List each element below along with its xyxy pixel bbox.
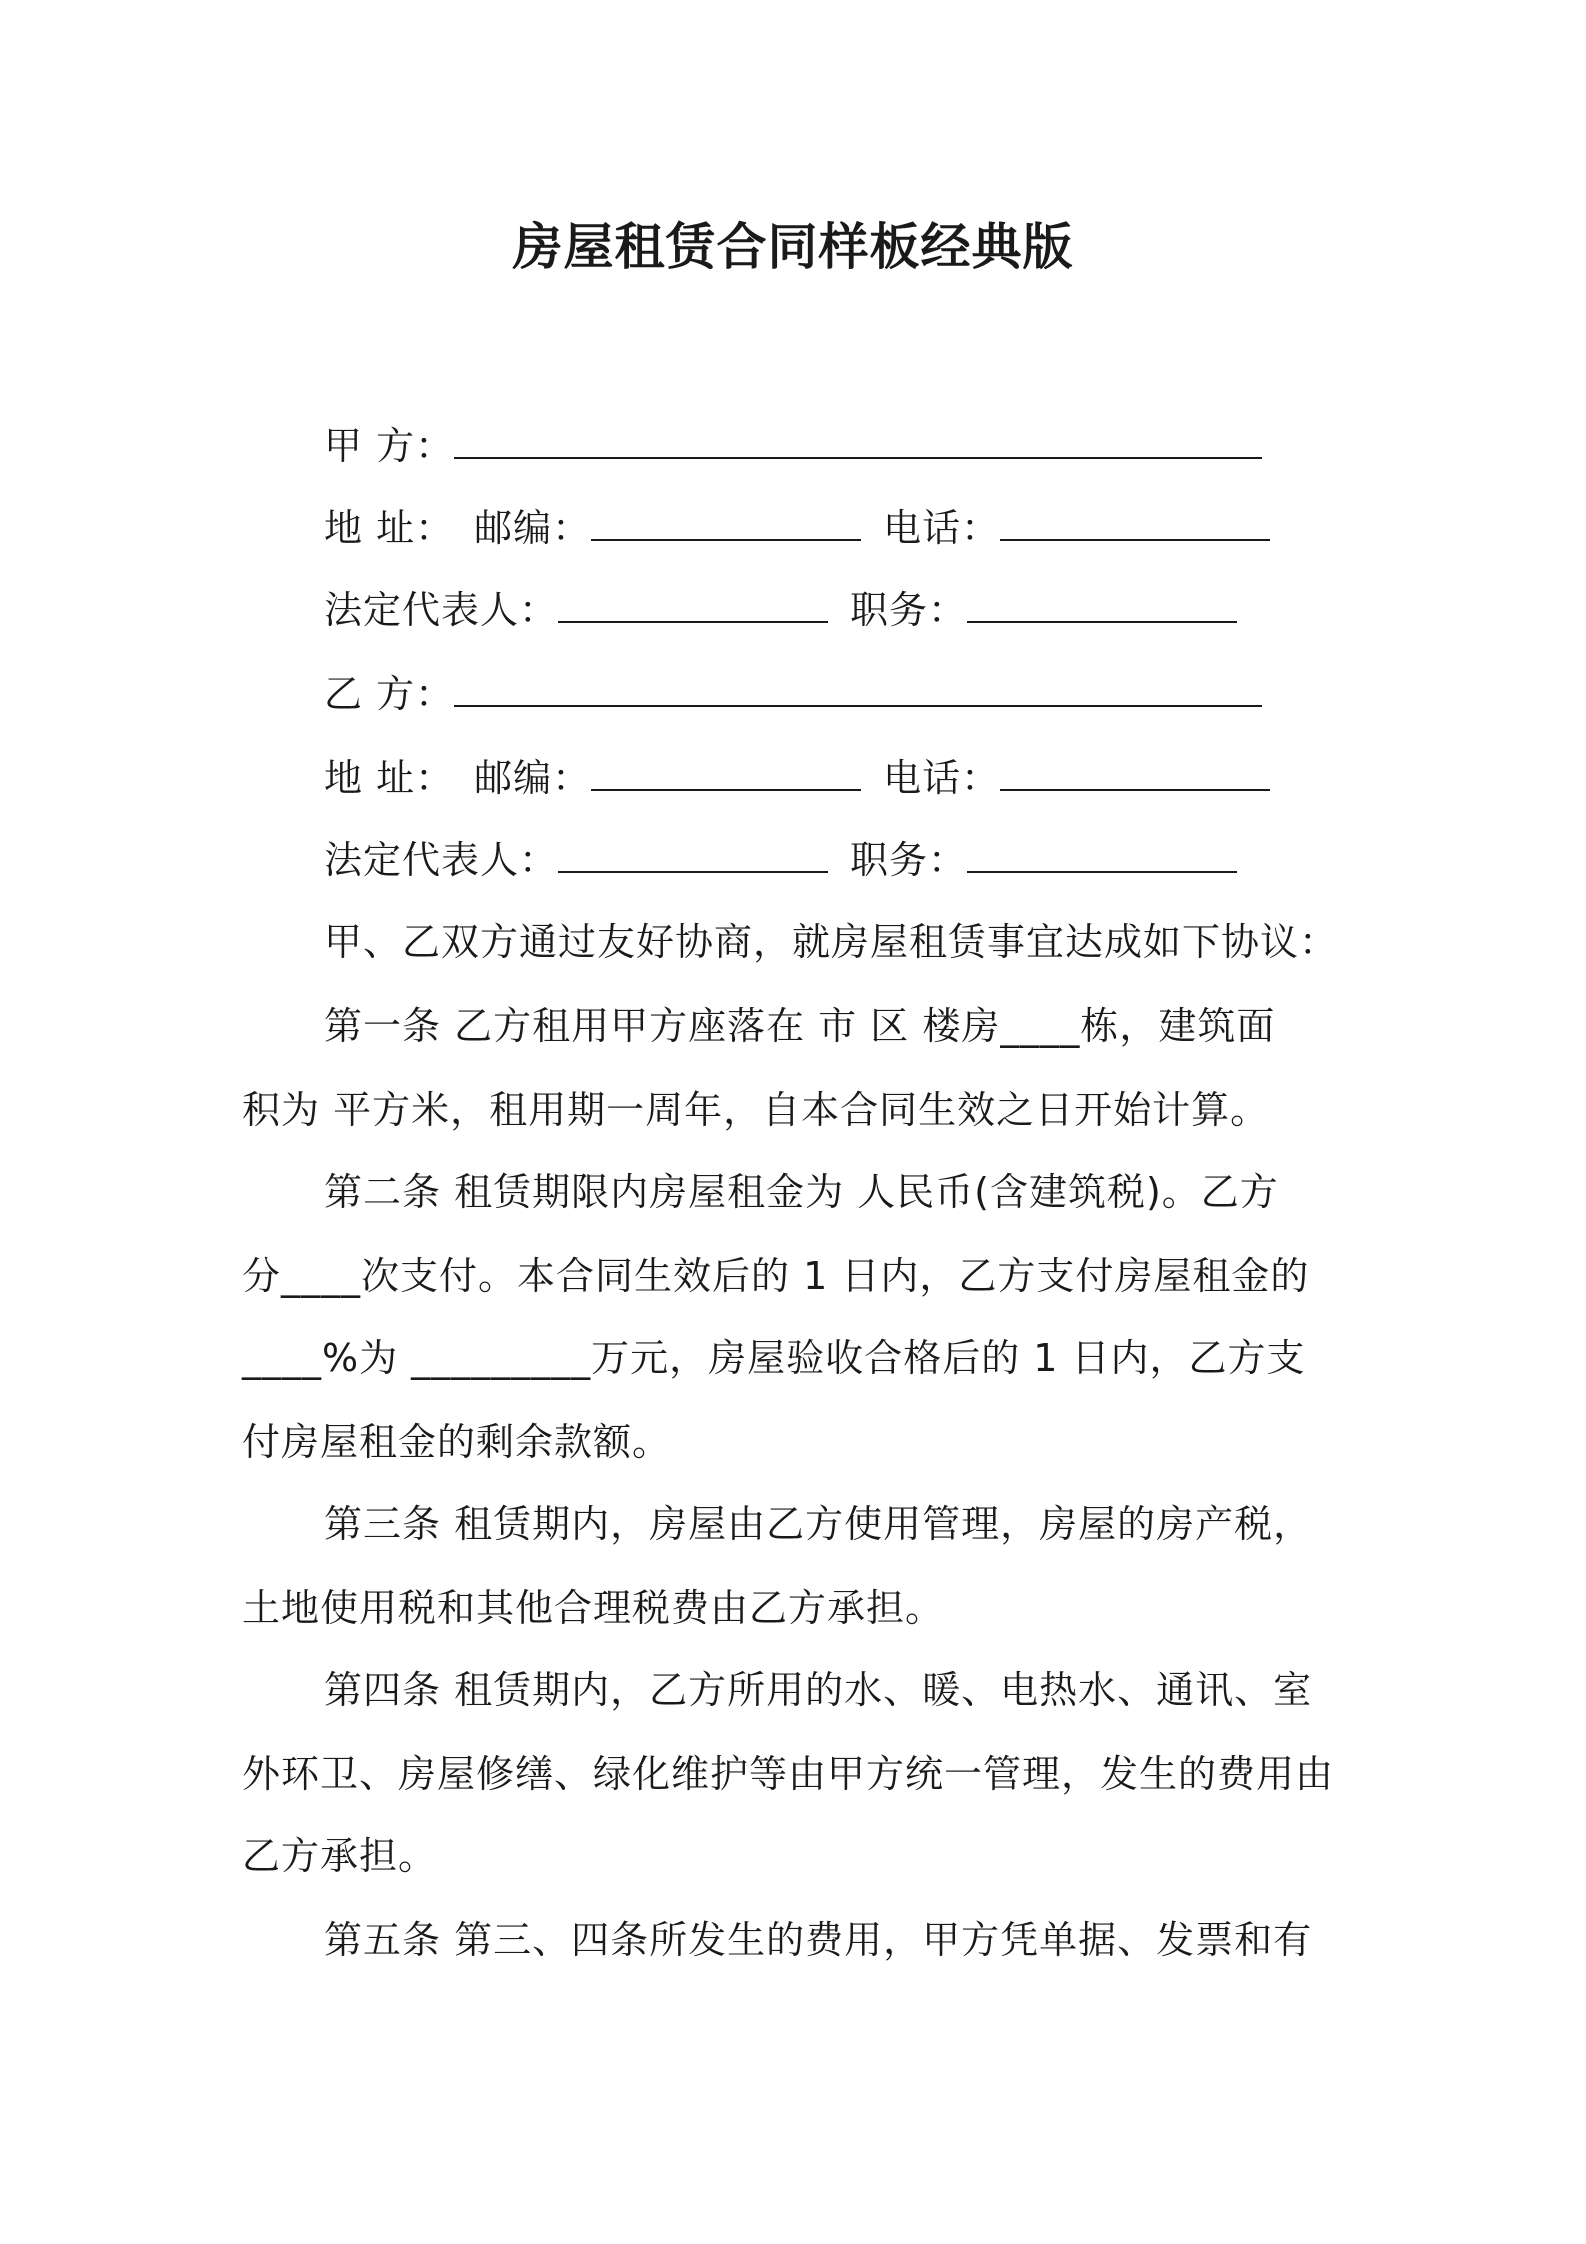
party-b-postcode-field[interactable]: [591, 755, 861, 791]
article-3-line-2: 土地使用税和其他合理税费由乙方承担。: [242, 1586, 945, 1630]
party-b-postcode-label: 邮编：: [474, 756, 592, 800]
article-2-line-3: ____%为 _________万元，房屋验收合格后的 1 日内，乙方支: [242, 1336, 1306, 1380]
article-2-line-2: 分____次支付。本合同生效后的 1 日内，乙方支付房屋租金的: [242, 1254, 1310, 1298]
article-4-line-3: 乙方承担。: [242, 1834, 438, 1878]
party-a-address-label: 地 址：: [324, 506, 455, 550]
party-a-name-label: 甲 方：: [324, 424, 455, 468]
party-a-position-label: 职务：: [850, 588, 968, 632]
party-b-name-field[interactable]: [454, 671, 1262, 707]
party-a-rep-row: [324, 582, 1237, 638]
party-a-rep-field[interactable]: [558, 587, 828, 623]
party-b-address-row: [324, 750, 1270, 806]
party-b-phone-field[interactable]: [1000, 755, 1270, 791]
party-b-position-field[interactable]: [967, 837, 1237, 873]
party-b-position-label: 职务：: [850, 838, 968, 882]
intro-paragraph: 甲、乙双方通过友好协商，就房屋租赁事宜达成如下协议：: [324, 920, 1339, 964]
party-b-name-row: [324, 666, 1262, 722]
party-b-phone-label: 电话：: [883, 756, 1001, 800]
party-b-rep-field[interactable]: [558, 837, 828, 873]
party-b-rep-row: [324, 832, 1237, 888]
party-b-address-label: 地 址：: [324, 756, 455, 800]
party-a-phone-field[interactable]: [1000, 505, 1270, 541]
party-b-rep-label: 法定代表人：: [324, 838, 559, 882]
article-2-line-4: 付房屋租金的剩余款额。: [242, 1420, 672, 1464]
article-2-line-1: 第二条 租赁期限内房屋租金为 人民币(含建筑税)。乙方: [324, 1170, 1279, 1214]
party-a-name-row: [324, 418, 1262, 474]
party-a-postcode-label: 邮编：: [474, 506, 592, 550]
party-a-rep-label: 法定代表人：: [324, 588, 559, 632]
article-3-line-1: 第三条 租赁期内，房屋由乙方使用管理，房屋的房产税，: [324, 1502, 1313, 1546]
article-1-line-2: 积为 平方米，租用期一周年，自本合同生效之日开始计算。: [242, 1088, 1270, 1132]
article-4-line-2: 外环卫、房屋修缮、绿化维护等由甲方统一管理，发生的费用由: [242, 1752, 1335, 1796]
party-a-postcode-field[interactable]: [591, 505, 861, 541]
document-title: 房屋租赁合同样板经典版: [512, 218, 1074, 276]
party-a-name-field[interactable]: [454, 423, 1262, 459]
party-a-position-field[interactable]: [967, 587, 1237, 623]
article-1-line-1: 第一条 乙方租用甲方座落在 市 区 楼房____栋，建筑面: [324, 1004, 1276, 1048]
article-4-line-1: 第四条 租赁期内，乙方所用的水、暖、电热水、通讯、室: [324, 1668, 1313, 1712]
article-5-line-1: 第五条 第三、四条所发生的费用，甲方凭单据、发票和有: [324, 1918, 1313, 1962]
party-a-address-row: [324, 500, 1270, 556]
party-b-name-label: 乙 方：: [324, 672, 455, 716]
party-a-phone-label: 电话：: [883, 506, 1001, 550]
